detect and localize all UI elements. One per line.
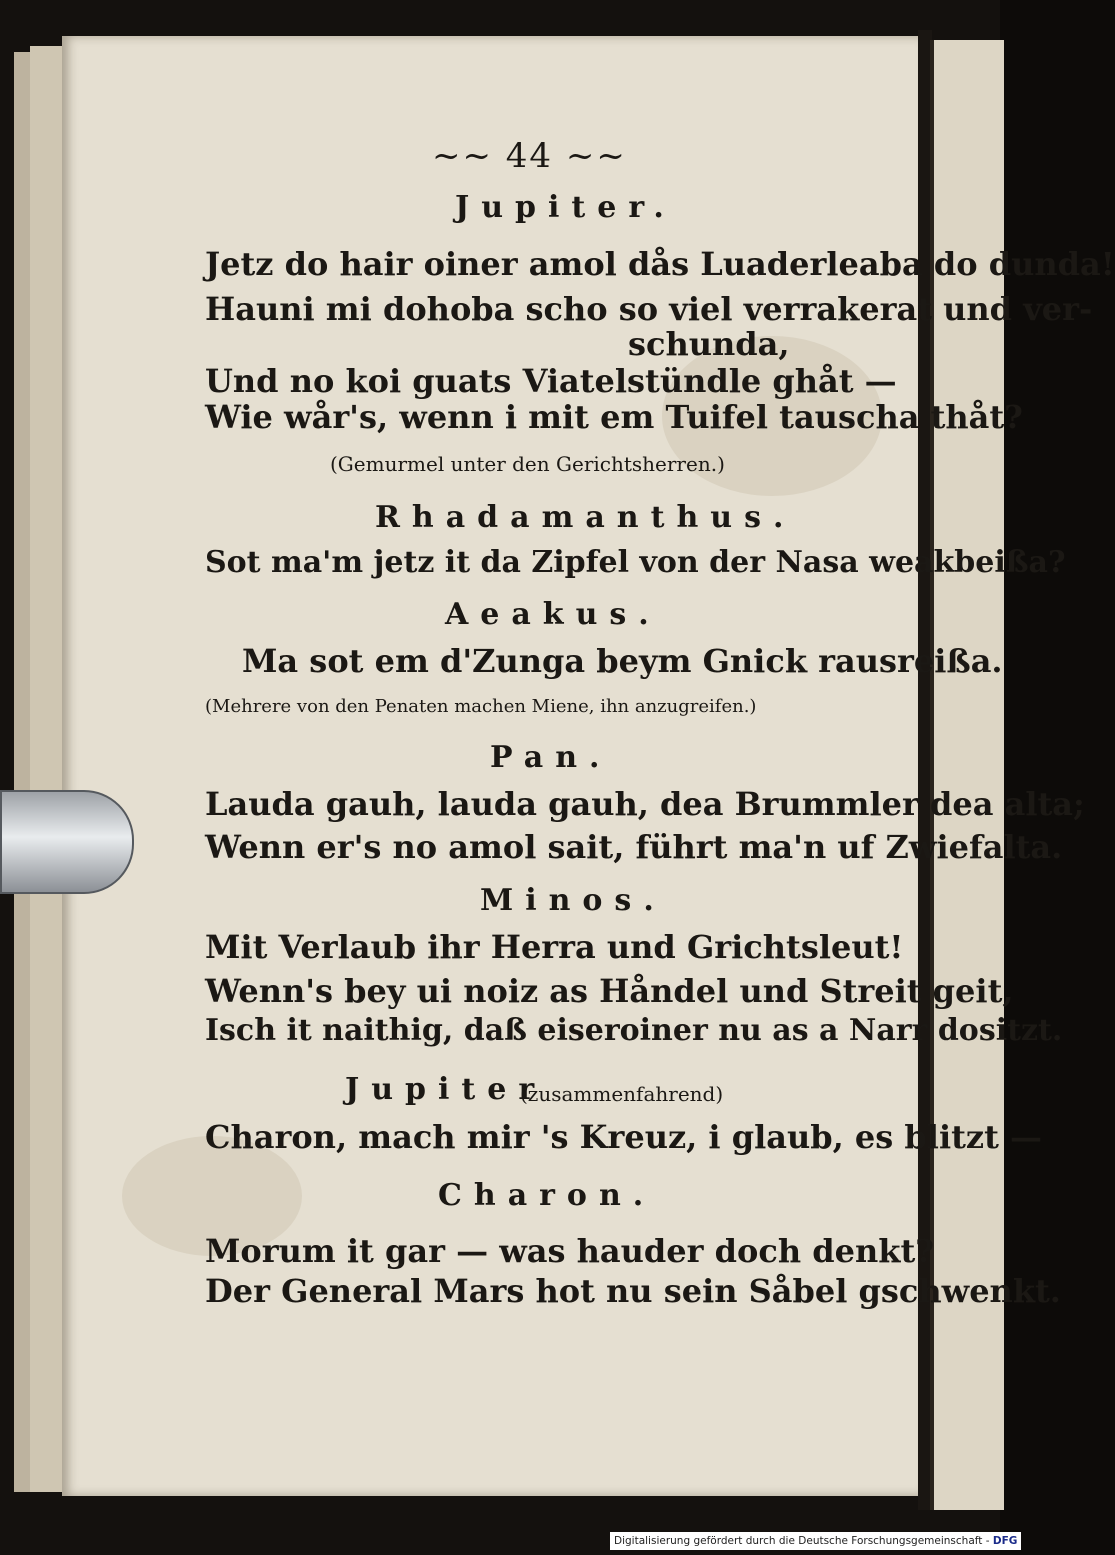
stage-direction: (Gemurmel unter den Gerichtsherren.)	[330, 452, 725, 476]
speaker-rhadamanthus: Rhadamanthus.	[375, 500, 796, 535]
verse-line: Morum it gar — was hauder doch denkt?	[205, 1232, 934, 1270]
digitization-credit	[610, 1532, 1021, 1550]
speaker-jupiter: Jupiter	[345, 1072, 547, 1107]
verse-line: Wenn er's no amol sait, führt ma'n uf Zwiefalta.	[205, 828, 1063, 866]
page-clip	[0, 790, 134, 894]
speaker-charon: Charon.	[438, 1178, 656, 1213]
stage-direction: (Mehrere von den Penaten machen Miene, ihn anzugreifen.)	[205, 696, 757, 717]
verse-line: Charon, mach mir 's Kreuz, i glaub, es blitzt —	[205, 1118, 1042, 1156]
verse-line: Und no koi guats Viatelstündle ghåt —	[205, 362, 897, 400]
credit-text: Digitalisierung gefördert durch die Deutsche Forschungsgemeinschaft -	[614, 1535, 990, 1547]
verse-line: Lauda gauh, lauda gauh, dea Brummler dea alta;	[205, 785, 1085, 823]
page-number: ~~ 44 ~~	[432, 136, 627, 176]
verse-line: Jetz do hair oiner amol dås Luaderleaba do dunda!	[205, 245, 1115, 283]
verse-line: Wenn's bey ui noiz as Håndel und Streit geit,	[205, 972, 1014, 1010]
verse-line: Wie wår's, wenn i mit em Tuifel tauscha thåt?	[205, 398, 1023, 436]
dfg-logo: DFG	[992, 1535, 1018, 1547]
speaker-minos: Minos.	[480, 883, 666, 918]
verse-line: Isch it naithig, daß eiseroiner nu as a Narr dositzt.	[205, 1013, 1063, 1048]
speaker-pan: Pan.	[490, 740, 612, 775]
verse-line: Sot ma'm jetz it da Zipfel von der Nasa weakbeißa?	[205, 545, 1066, 580]
verse-line: Hauni mi dohoba scho so viel verrakerat und ver-	[205, 290, 1093, 328]
verse-line: Der General Mars hot nu sein Såbel gschwenkt.	[205, 1272, 1061, 1310]
speaker-jupiter: Jupiter.	[455, 190, 676, 225]
speaker-aeakus: Aeakus.	[445, 597, 661, 632]
stage-direction: (zusammenfahrend)	[520, 1082, 724, 1106]
verse-line: Mit Verlaub ihr Herra und Grichtsleut!	[205, 928, 904, 966]
verse-line: Ma sot em d'Zunga beym Gnick rausreißa.	[242, 642, 1003, 680]
verse-line: schunda,	[628, 325, 790, 363]
